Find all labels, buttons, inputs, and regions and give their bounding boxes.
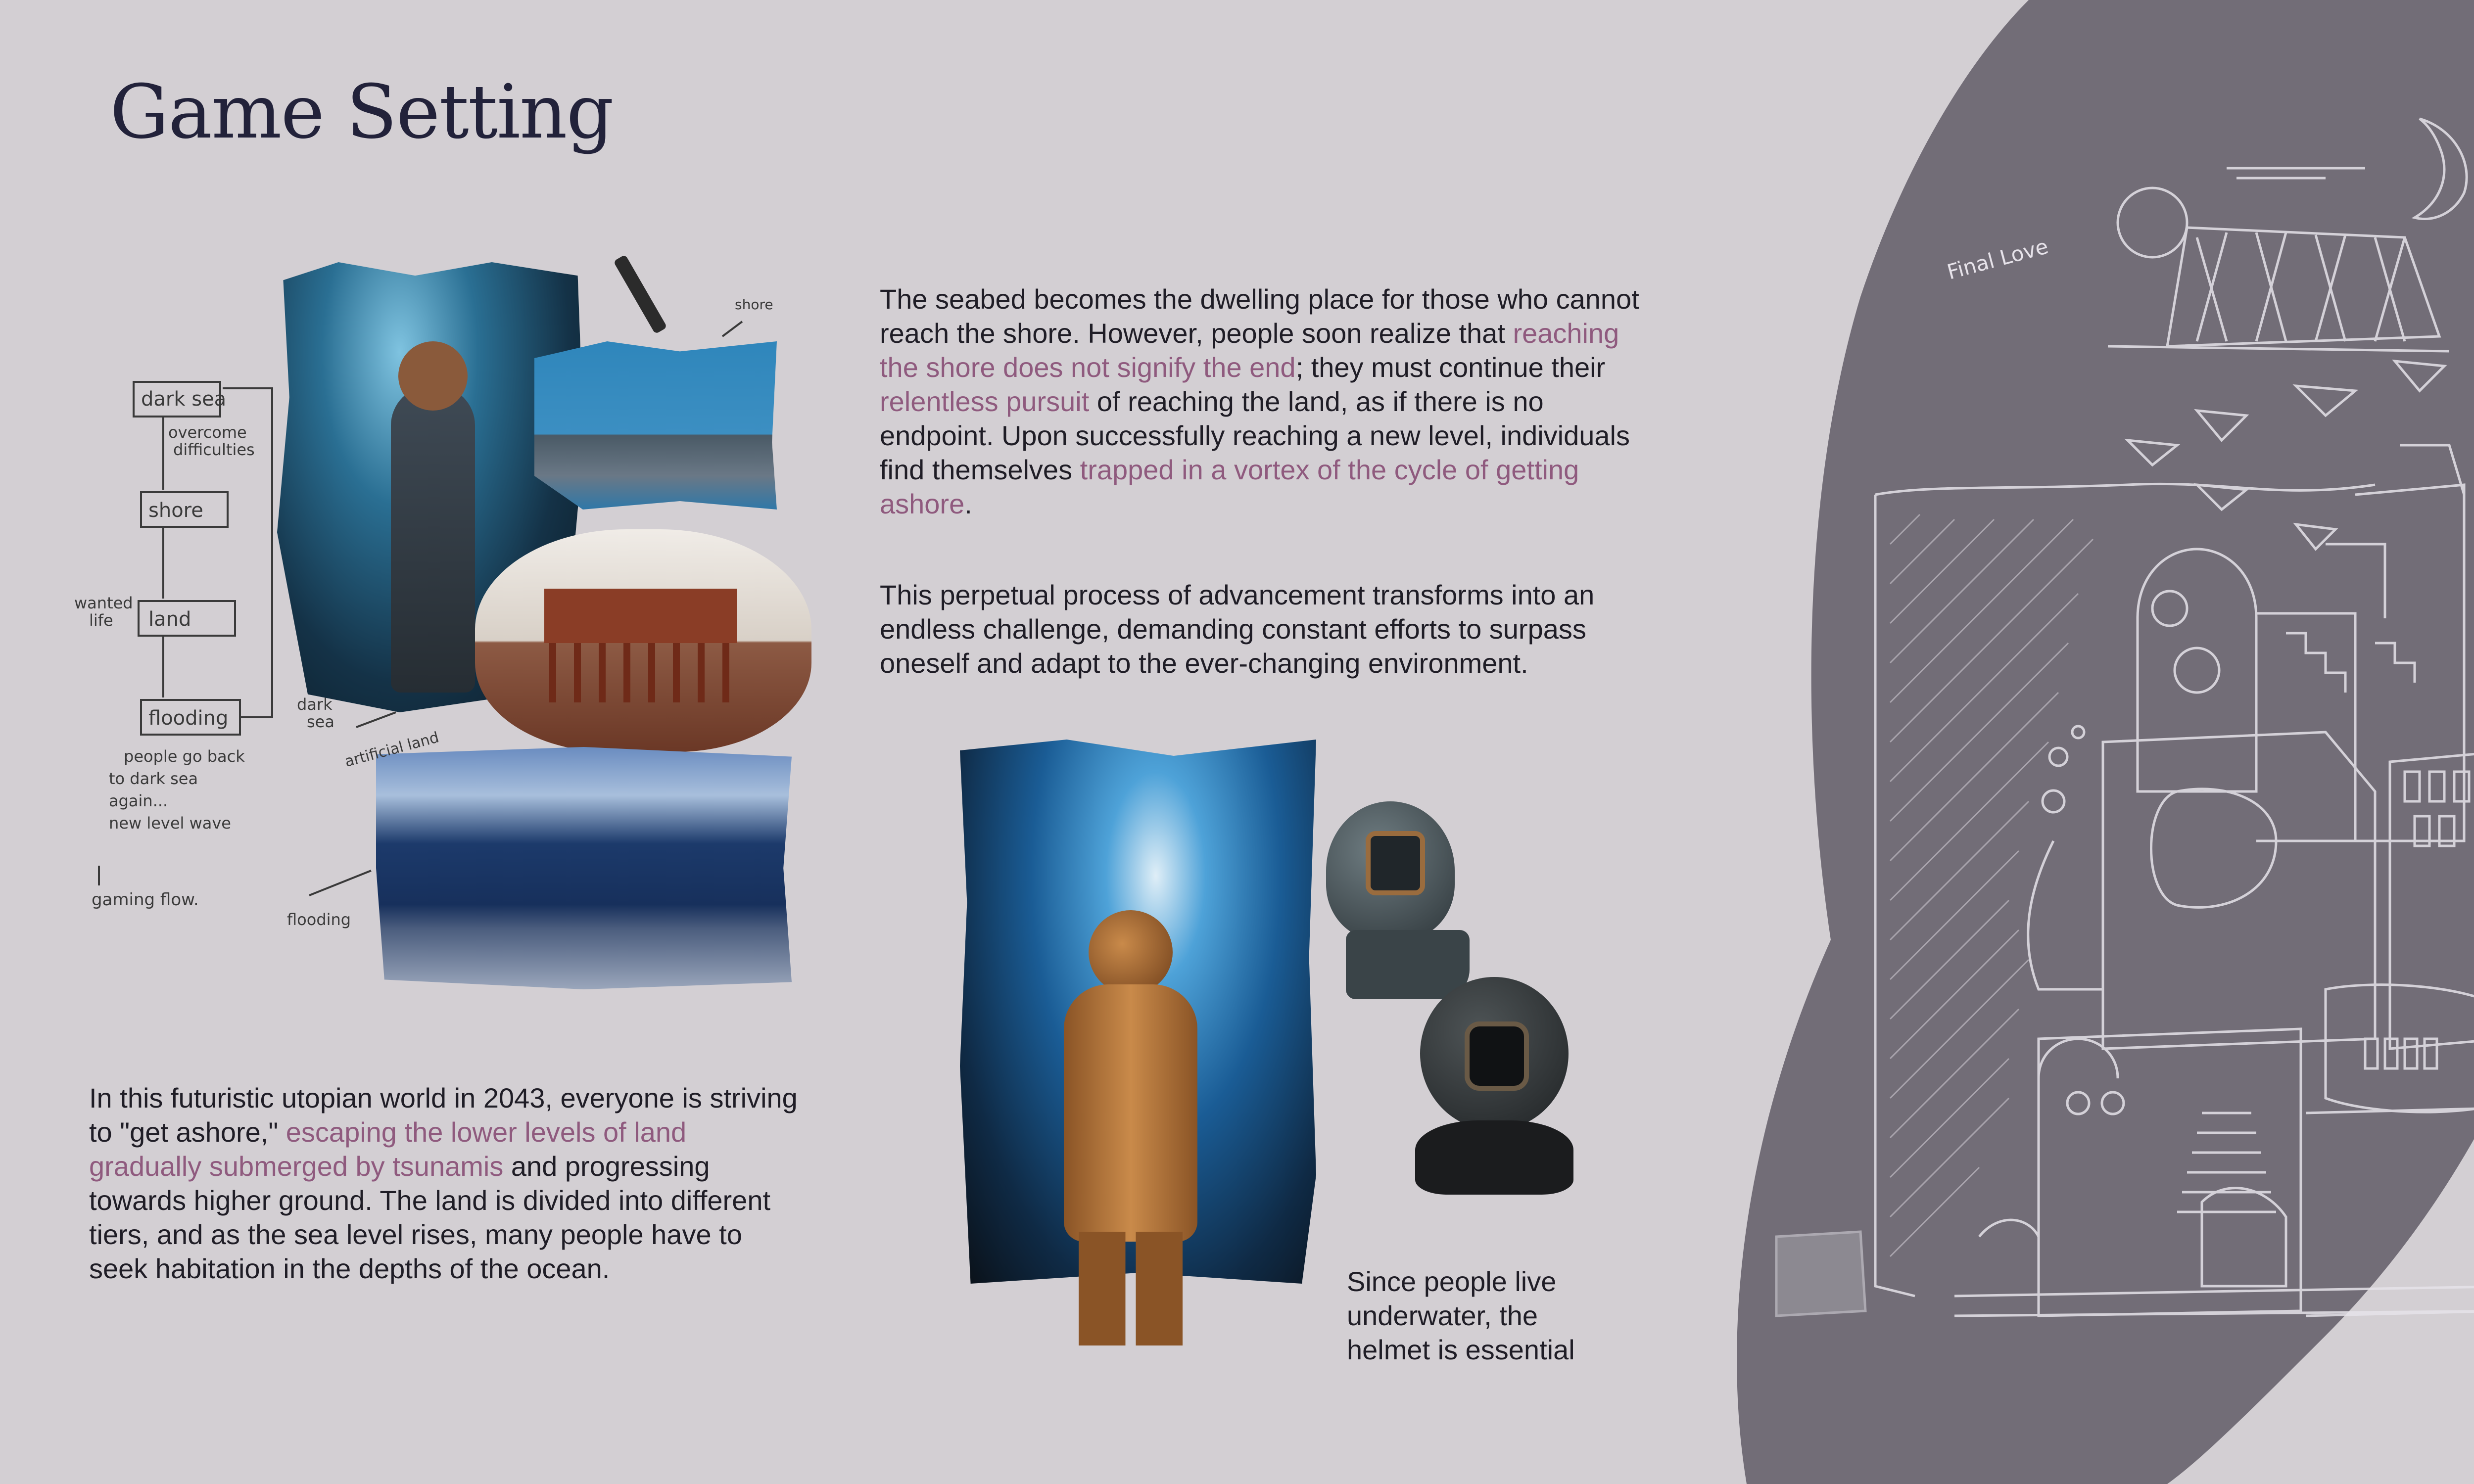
- seabed-text-4: .: [964, 488, 972, 519]
- orange-diver-figure: [1049, 910, 1217, 1345]
- seabed-highlight-2: relentless pursuit: [880, 386, 1090, 417]
- flow-land: land: [148, 608, 191, 631]
- flow-flooding: flooding: [148, 707, 229, 730]
- paragraph-seabed: [880, 282, 1652, 521]
- flow-people-go-back: people go back: [124, 747, 245, 766]
- flow-shore: shore: [148, 499, 203, 522]
- helmet-2-window: [1465, 1021, 1529, 1091]
- helmet-caption: Since people live underwater, the helmet is essential: [1347, 1266, 1575, 1365]
- label-flooding: flooding: [287, 910, 351, 929]
- page-title: Game Setting: [110, 69, 613, 155]
- seabed-text-1: The seabed becomes the dwelling place for those who cannot reach the shore. However, people soon realize that: [880, 283, 1639, 349]
- diver-legs-orange: [1079, 1232, 1183, 1345]
- flow-wanted: wanted: [74, 594, 133, 612]
- helmet-2-base: [1415, 1120, 1573, 1195]
- label-shore: shore: [735, 296, 773, 313]
- game-flow-notes: [69, 252, 811, 984]
- paragraph-world: [89, 1081, 802, 1286]
- diver-suit-orange: [1064, 984, 1197, 1242]
- sketch-label: Final Love: [1944, 234, 2051, 284]
- seabed-text-2: ; they must continue their: [1295, 352, 1606, 383]
- flow-dark-sea: dark sea: [141, 388, 227, 411]
- world-text-2: and progressing towards higher ground. The land is divided into different tiers, and as the sea level rises, many people have to seek habitation in the depths of the ocean.: [89, 1151, 771, 1284]
- seabed-highlight-3: trapped in a vortex of the cycle of getting ashore: [880, 454, 1579, 519]
- flow-life: life: [89, 611, 113, 630]
- diver-helmet-orange: [1089, 910, 1173, 994]
- helmet-1-window: [1366, 831, 1425, 895]
- flow-overcome: overcome: [168, 423, 247, 442]
- flow-gaming-flow: gaming flow.: [92, 890, 199, 910]
- left-collage: [69, 252, 811, 984]
- flow-again: again...: [109, 791, 168, 810]
- flow-new-level-wave: new level wave: [109, 814, 231, 833]
- helmet-2-image: [1410, 977, 1578, 1205]
- label-artificial-land: artificial land: [343, 729, 441, 771]
- label-sea: sea: [307, 712, 334, 731]
- flow-to-dark-sea: to dark sea: [109, 769, 198, 788]
- seabed-text-3: of reaching the land, as if there is no endpoint. Upon successfully reaching a new level, individuals find themselves: [880, 386, 1630, 485]
- paragraph-process: This perpetual process of advancement transforms into an endless challenge, demanding constant efforts to surpass oneself and adapt to the ever-changing environment.: [880, 579, 1595, 679]
- seabed-highlight-1: reaching the shore does not signify the end: [880, 318, 1619, 383]
- label-dark: dark: [297, 695, 333, 714]
- world-text-1: In this futuristic utopian world in 2043, everyone is striving to "get ashore,": [89, 1082, 798, 1148]
- flow-difficulties: difficulties: [173, 440, 255, 459]
- world-highlight-1: escaping the lower levels of land gradually submerged by tsunamis: [89, 1116, 687, 1182]
